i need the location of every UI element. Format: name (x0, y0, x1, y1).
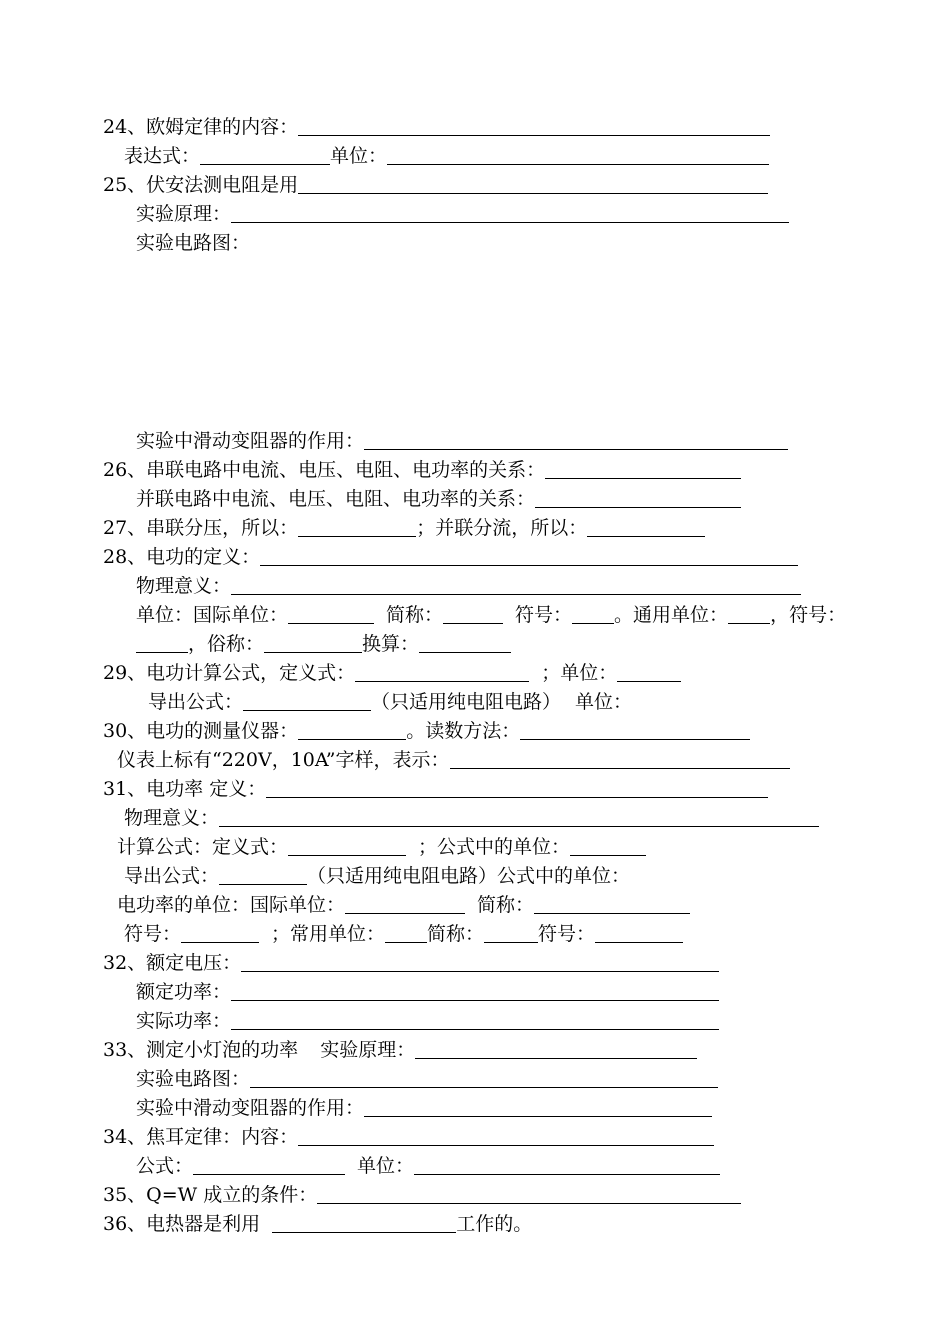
q33-principle-blank[interactable] (415, 1039, 697, 1059)
q31-calc-blank[interactable] (288, 836, 406, 856)
q36-row (103, 1211, 532, 1237)
q28-meaning-label: 物理意义： (136, 575, 232, 597)
q30-read-label: 。读数方法： (406, 720, 521, 742)
q34-formula-label: 公式： (136, 1155, 194, 1177)
q26-parallel-label: 并联电路中电流、电压、电阻、电功率的关系： (136, 488, 536, 510)
q31-abbr-label: 简称： (477, 894, 535, 916)
q28-symbol2-blank[interactable] (136, 633, 188, 653)
q29-label: 29、电功计算公式，定义式： (103, 662, 356, 684)
q32-actual-label: 实际功率： (136, 1010, 232, 1032)
q28-convert-blank[interactable] (419, 633, 511, 653)
q28-label: 28、电功的定义： (103, 546, 261, 568)
q31-symbol-blank[interactable] (181, 923, 259, 943)
q32-row (103, 950, 719, 976)
q29-unit-blank[interactable] (617, 662, 681, 682)
q35-label: 35、Q=W 成立的条件： (103, 1184, 318, 1206)
q31-common-blank[interactable] (385, 923, 427, 943)
q29-unit2-label: 单位： (575, 691, 633, 713)
q34-formula-blank[interactable] (193, 1155, 345, 1175)
q28-abbr-label: 简称： (386, 604, 444, 626)
q27-b-label: ；并联分流，所以： (416, 517, 588, 539)
q31-derived-blank[interactable] (219, 865, 307, 885)
q34-unit-label: 单位： (357, 1155, 415, 1177)
q34-label: 34、焦耳定律：内容： (103, 1126, 299, 1148)
q31-label: 31、电功率 定义： (103, 778, 267, 800)
q29-derived-row (148, 689, 632, 715)
q27-row (103, 515, 705, 541)
q29-unit-label: ；单位： (541, 662, 618, 684)
q31-abbr-blank[interactable] (534, 894, 690, 914)
q24-unit-label: 单位： (330, 145, 388, 167)
q31-unit-in-label: ；公式中的单位： (418, 836, 571, 858)
q33-rheostat-row (136, 1095, 712, 1121)
q28-common-blank[interactable] (728, 604, 770, 624)
q31-abbr2-label: 简称： (427, 923, 485, 945)
q31-common-label: ；常用单位： (271, 923, 386, 945)
q31-unit-si-label: 电功率的单位：国际单位： (117, 894, 346, 916)
q33-rheostat-blank[interactable] (364, 1097, 712, 1117)
q32-label: 32、额定电压： (103, 952, 242, 974)
q28-symbol-blank[interactable] (572, 604, 614, 624)
q26-series-label: 26、串联电路中电流、电压、电阻、电功率的关系： (103, 459, 546, 481)
q28-common-label: 。通用单位： (614, 604, 729, 626)
q33-diagram-row (136, 1066, 718, 1092)
q28-unit-si-label: 单位：国际单位： (136, 604, 289, 626)
q29-row (103, 660, 681, 686)
q25-principle-blank[interactable] (231, 203, 789, 223)
q33-diagram-label: 实验电路图： (136, 1068, 251, 1090)
q25-rheostat-label: 实验中滑动变阻器的作用： (136, 430, 365, 452)
q31-meaning-label: 物理意义： (124, 807, 220, 829)
q32-power-blank[interactable] (231, 981, 719, 1001)
q24-expr-row (124, 143, 769, 169)
q30-instrument-blank[interactable] (298, 720, 406, 740)
q24-expr-label: 表达式： (124, 145, 201, 167)
q28-symbol-label: 符号： (515, 604, 573, 626)
q28-meaning-row (136, 573, 801, 599)
q31-meaning-row (124, 805, 819, 831)
q25-rheostat-row (136, 428, 788, 454)
q32-actual-blank[interactable] (231, 1010, 719, 1030)
q24-expr-blank[interactable] (200, 145, 330, 165)
q34-formula-row (136, 1153, 720, 1179)
q31-symbol2-blank[interactable] (595, 923, 683, 943)
q36-label: 36、电热器是利用 (103, 1213, 261, 1235)
q27-b-blank[interactable] (587, 517, 705, 537)
q30-row (103, 718, 750, 744)
q31-derived-label: 导出公式： (124, 865, 220, 887)
q32-actual-row (136, 1008, 719, 1034)
q31-unit-row (117, 892, 690, 918)
q31-symbol-label: 符号： (124, 923, 182, 945)
q25-blank[interactable] (298, 174, 768, 194)
q32-power-label: 额定功率： (136, 981, 232, 1003)
q31-unit-in-blank[interactable] (570, 836, 646, 856)
q36-blank[interactable] (272, 1213, 456, 1233)
q28-symbol2-label: ，符号： (770, 604, 847, 626)
q31-calc-label: 计算公式：定义式： (117, 836, 289, 858)
q28-meaning-blank[interactable] (231, 575, 801, 595)
q33-diagram-blank[interactable] (250, 1068, 718, 1088)
q30-meter-blank[interactable] (450, 749, 790, 769)
q34-row (103, 1124, 714, 1150)
q33-principle-label: 实验原理： (320, 1039, 416, 1061)
q33-rheostat-label: 实验中滑动变阻器的作用： (136, 1097, 365, 1119)
q26-parallel-row (136, 486, 741, 512)
q25-row (103, 172, 768, 198)
q26-series-row (103, 457, 741, 483)
q24-unit-blank[interactable] (387, 145, 769, 165)
q29-derived-label: 导出公式： (148, 691, 244, 713)
q24-label: 24、欧姆定律的内容： (103, 116, 299, 138)
q31-abbr2-blank[interactable] (484, 923, 538, 943)
q36-end: 工作的。 (456, 1213, 533, 1235)
q25-label: 25、伏安法测电阻是用 (103, 174, 299, 196)
q31-derived-row (124, 863, 630, 889)
q31-calc-row (117, 834, 646, 860)
q30-label: 30、电功的测量仪器： (103, 720, 299, 742)
q24-row (103, 114, 770, 140)
q25-diagram-label: 实验电路图： (136, 232, 251, 254)
q31-row (103, 776, 768, 802)
q31-symbol2-label: 符号： (538, 923, 596, 945)
q30-meter-label: 仪表上标有“220V，10A”字样，表示： (117, 749, 450, 771)
q28-abbr-blank[interactable] (443, 604, 503, 624)
q32-blank[interactable] (241, 952, 719, 972)
q27-a-label: 27、串联分压，所以： (103, 517, 299, 539)
q28-blank[interactable] (260, 546, 798, 566)
q28-convert-label: 换算： (362, 633, 420, 655)
q34-unit-blank[interactable] (414, 1155, 720, 1175)
q28-nick-label: ，俗称： (188, 633, 265, 655)
q34-blank[interactable] (298, 1126, 714, 1146)
q25-principle-row (136, 201, 789, 227)
q28-unit-row (136, 602, 846, 628)
q28-row (103, 544, 798, 570)
q25-rheostat-blank[interactable] (364, 430, 788, 450)
q31-meaning-blank[interactable] (219, 807, 819, 827)
q25-principle-label: 实验原理： (136, 203, 232, 225)
q35-row (103, 1182, 741, 1208)
q33-label: 33、测定小灯泡的功率 (103, 1039, 299, 1061)
q30-read-blank[interactable] (520, 720, 750, 740)
q30-meter-row (117, 747, 790, 773)
q29-derived-blank[interactable] (243, 691, 371, 711)
q29-formula-blank[interactable] (355, 662, 529, 682)
q28-nick-row (136, 631, 511, 657)
q24-blank[interactable] (298, 116, 770, 136)
q28-nick-blank[interactable] (264, 633, 362, 653)
q26-series-blank[interactable] (545, 459, 741, 479)
q25-diagram-row (136, 230, 250, 256)
q31-note: （只适用纯电阻电路）公式中的单位： (307, 865, 631, 887)
q28-unit-si-blank[interactable] (288, 604, 374, 624)
q35-blank[interactable] (317, 1184, 741, 1204)
q29-note: （只适用纯电阻电路） (371, 691, 562, 713)
q33-row (103, 1037, 697, 1063)
q31-blank[interactable] (266, 778, 768, 798)
q27-a-blank[interactable] (298, 517, 416, 537)
q31-symbol-row (124, 921, 683, 947)
q26-parallel-blank[interactable] (535, 488, 741, 508)
q31-unit-si-blank[interactable] (345, 894, 465, 914)
q32-power-row (136, 979, 719, 1005)
